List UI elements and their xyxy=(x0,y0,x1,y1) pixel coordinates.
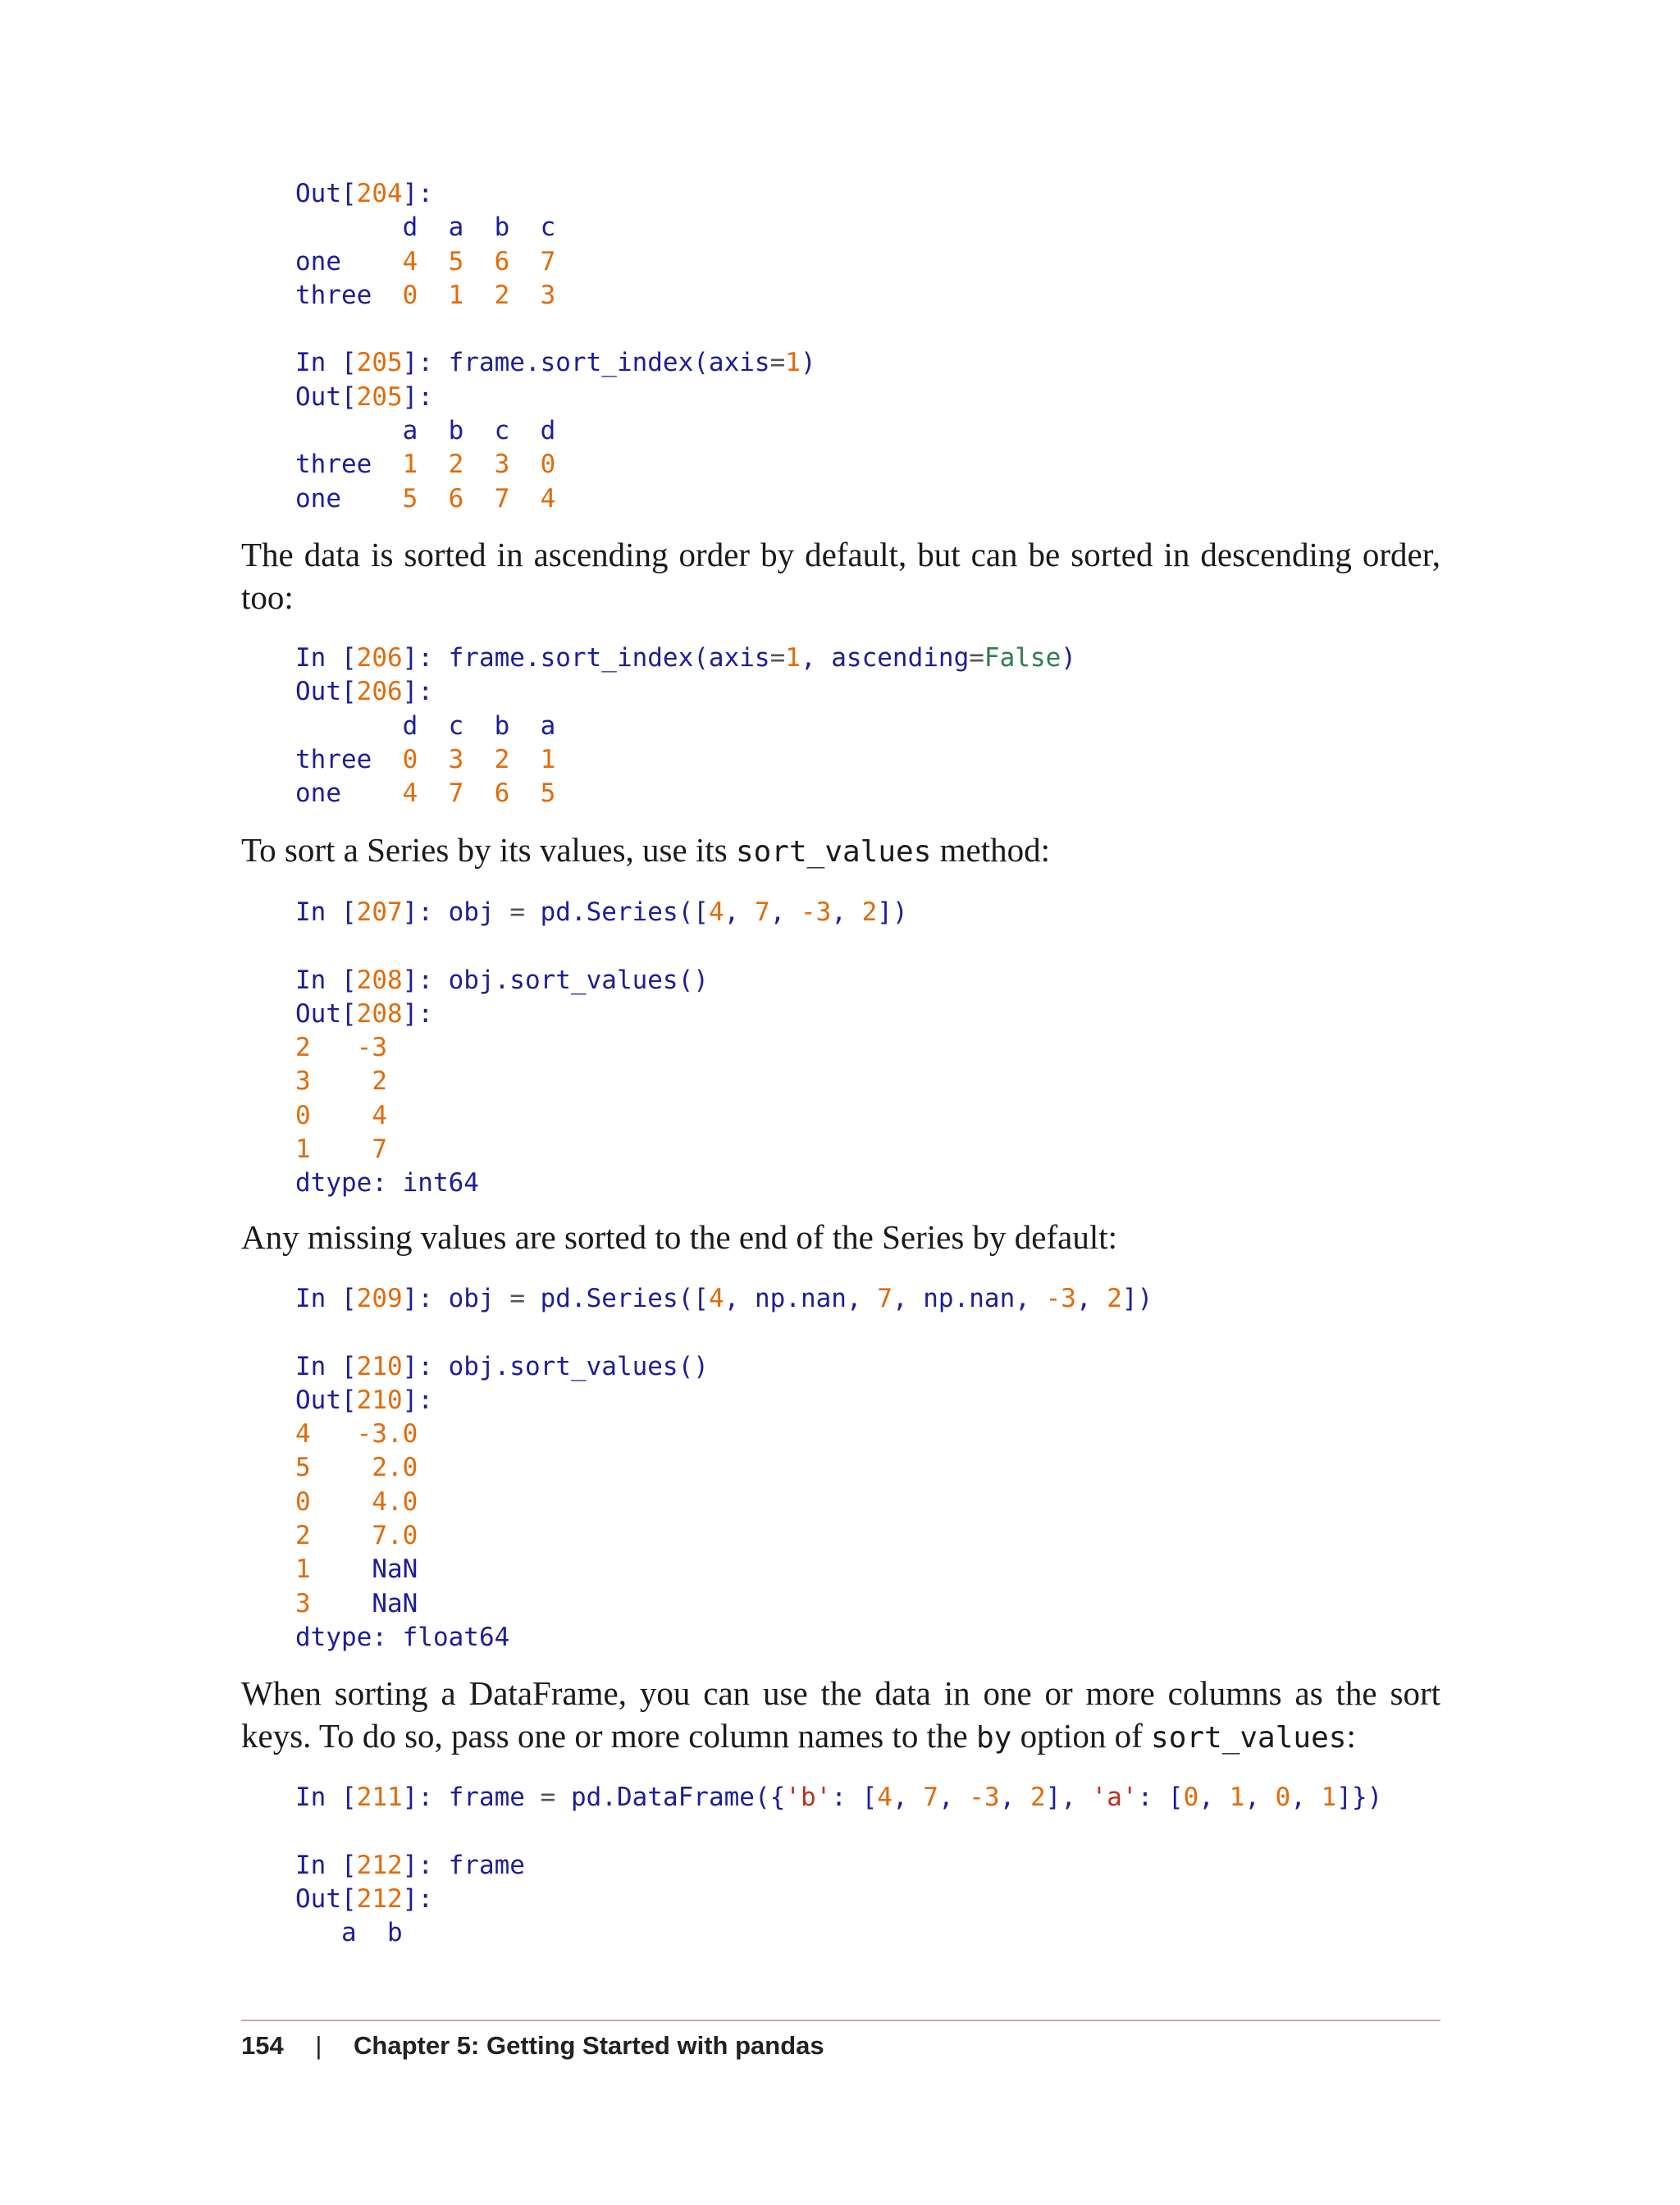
code-token: ]) xyxy=(877,897,908,927)
code-token: 1 xyxy=(295,1134,311,1165)
code-token: = xyxy=(769,643,786,673)
code-token: three xyxy=(295,744,403,774)
code-token xyxy=(311,1134,372,1164)
code-token: 2 xyxy=(295,1033,311,1063)
footer-separator: | xyxy=(315,2030,322,2060)
code-token: 0 xyxy=(540,450,556,480)
code-token: one xyxy=(295,778,403,809)
code-token xyxy=(463,247,494,276)
code-token xyxy=(509,778,540,808)
code-line xyxy=(295,777,1076,810)
code-line xyxy=(295,279,816,313)
code-token: In [ xyxy=(295,965,357,995)
code-token: In [ xyxy=(295,643,357,673)
code-token: Out[ xyxy=(295,677,357,707)
code-token: 210 xyxy=(356,1351,403,1381)
code-token: d c b a xyxy=(295,710,556,741)
code-token: In [ xyxy=(295,1351,357,1381)
code-token: dtype: int64 xyxy=(295,1168,479,1198)
code-token: , xyxy=(938,1783,970,1812)
code-token: 3 xyxy=(295,1588,311,1618)
code-token: 206 xyxy=(356,643,403,673)
code-block xyxy=(295,177,816,516)
code-token: 2 xyxy=(372,1066,387,1097)
code-token: , xyxy=(831,897,862,927)
code-line xyxy=(295,177,816,211)
code-block xyxy=(295,641,1076,810)
code-token: ], xyxy=(1045,1783,1092,1812)
code-line xyxy=(295,346,816,380)
code-token: Out[ xyxy=(295,381,357,412)
code-line xyxy=(295,414,816,448)
code-token: 1 xyxy=(785,348,801,378)
code-token: Out[ xyxy=(295,1883,357,1914)
code-token: 3 xyxy=(295,1066,311,1097)
code-token: 4 xyxy=(708,897,724,927)
code-token: 6 xyxy=(494,246,510,276)
code-token: 4.0 xyxy=(372,1486,418,1517)
code-token: , ascending xyxy=(800,643,970,673)
code-token: ]: frame.sort_index(axis xyxy=(402,643,770,673)
code-token: False xyxy=(984,643,1061,673)
code-line xyxy=(295,1166,908,1200)
code-token: 5 xyxy=(402,483,418,514)
code-token: ]) xyxy=(1121,1284,1153,1313)
inline-code: sort_values xyxy=(1151,1721,1347,1755)
code-token: , xyxy=(724,897,755,927)
code-token: 'a' xyxy=(1091,1783,1138,1812)
code-token: 211 xyxy=(356,1783,403,1812)
code-line xyxy=(295,929,908,963)
code-token: -3.0 xyxy=(356,1419,418,1449)
code-token: three xyxy=(295,280,403,310)
code-token: ]: obj xyxy=(402,1284,510,1313)
code-token: pd.Series([ xyxy=(524,897,709,927)
code-token: 204 xyxy=(356,179,403,208)
paragraph-text: The data is sorted in ascending order by default, but can be sorted in descending order, too: xyxy=(241,536,1440,616)
code-token: 3 xyxy=(494,450,510,480)
code-line xyxy=(295,1133,908,1166)
paragraph-text: option of xyxy=(1011,1717,1152,1755)
code-token xyxy=(418,450,448,479)
code-token: Out[ xyxy=(295,1385,357,1415)
code-token xyxy=(509,745,540,774)
code-token: = xyxy=(769,348,786,378)
paragraph-text: : xyxy=(1346,1717,1356,1755)
code-line xyxy=(295,211,816,244)
code-token xyxy=(311,1101,372,1130)
paragraph-text: To sort a Series by its values, use its xyxy=(241,831,736,869)
code-line xyxy=(295,1587,1153,1621)
code-token: 0 xyxy=(1275,1783,1291,1812)
code-token xyxy=(418,247,448,276)
code-line xyxy=(295,1519,1153,1553)
code-token xyxy=(311,1487,372,1517)
code-token: , np.nan, xyxy=(724,1284,878,1313)
code-token: dtype: float64 xyxy=(295,1622,510,1652)
code-token: 2 xyxy=(494,280,510,310)
code-token: -3 xyxy=(800,897,832,927)
code-token: 207 xyxy=(356,897,403,927)
code-token: -3 xyxy=(1045,1284,1076,1313)
code-token: Out[ xyxy=(295,179,357,208)
code-token: ) xyxy=(1061,643,1076,673)
code-token: 1 xyxy=(1321,1783,1337,1812)
code-line xyxy=(295,998,908,1031)
code-token: 208 xyxy=(356,998,403,1029)
code-token: = xyxy=(969,643,984,673)
code-token: , xyxy=(892,1783,924,1812)
code-token: , xyxy=(999,1783,1030,1812)
code-token: 7 xyxy=(448,778,464,809)
code-token: 1 xyxy=(448,280,464,310)
code-token: -3 xyxy=(969,1783,1000,1812)
code-line xyxy=(295,1350,1153,1384)
code-block xyxy=(295,1781,1382,1950)
code-token: ) xyxy=(800,348,816,378)
code-token xyxy=(509,484,540,514)
code-token: 1 xyxy=(402,450,418,480)
code-token xyxy=(463,745,494,774)
code-token: In [ xyxy=(295,1850,357,1880)
code-line xyxy=(295,675,1076,709)
code-line xyxy=(295,1031,908,1065)
code-token: 208 xyxy=(356,965,403,995)
code-token: ]: frame.sort_index(axis xyxy=(402,348,770,378)
code-token: NaN xyxy=(310,1554,418,1585)
code-token: NaN xyxy=(310,1588,418,1618)
code-token: = xyxy=(509,897,525,927)
code-token: In [ xyxy=(295,1783,357,1812)
code-token: 205 xyxy=(356,348,403,378)
code-token: 4 xyxy=(540,483,556,514)
code-token: 1 xyxy=(1229,1783,1245,1812)
code-token: ]: xyxy=(402,179,433,208)
code-token: 4 xyxy=(295,1419,311,1449)
code-line xyxy=(295,1781,1382,1815)
code-line xyxy=(295,964,908,998)
code-token: 0 xyxy=(295,1486,311,1517)
code-line xyxy=(295,1815,1382,1848)
code-token: 2.0 xyxy=(372,1453,418,1483)
code-line xyxy=(295,1916,1382,1950)
code-line xyxy=(295,1621,1153,1655)
code-token: 4 xyxy=(877,1783,892,1812)
code-token: ]: xyxy=(402,1883,433,1914)
code-token: 6 xyxy=(448,483,464,514)
code-token: 0 xyxy=(295,1100,311,1130)
code-token: , np.nan, xyxy=(892,1284,1046,1313)
code-token xyxy=(418,484,448,514)
code-token: , xyxy=(1244,1783,1276,1812)
code-line xyxy=(295,1065,908,1098)
code-line xyxy=(295,1451,1153,1485)
code-line xyxy=(295,1849,1382,1883)
code-token xyxy=(463,450,494,479)
paragraph xyxy=(241,533,1440,619)
code-token: 4 xyxy=(402,778,418,809)
paragraph xyxy=(241,1672,1440,1760)
code-line xyxy=(295,1486,1153,1519)
code-token: 1 xyxy=(295,1554,311,1585)
code-token: ]: frame xyxy=(402,1783,541,1812)
code-token: ]: frame xyxy=(402,1850,525,1880)
code-line xyxy=(295,1316,1153,1349)
code-token: 5 xyxy=(448,246,464,276)
code-token: a b xyxy=(295,1918,403,1948)
code-token: 7 xyxy=(540,246,556,276)
code-token: 2 xyxy=(1107,1284,1122,1313)
code-token: : [ xyxy=(1137,1783,1184,1812)
code-token: one xyxy=(295,483,403,514)
code-token: 6 xyxy=(494,778,510,809)
code-token: 2 xyxy=(861,897,878,927)
code-token xyxy=(311,1066,372,1096)
code-line xyxy=(295,482,816,516)
code-token: a b c d xyxy=(295,416,556,446)
code-line xyxy=(295,245,816,279)
code-token: = xyxy=(509,1284,525,1313)
paragraph-text: When sorting a DataFrame, you can use the data in one or more columns as the sort keys. To do so, pass one or more column names to the xyxy=(241,1674,1440,1755)
code-token: ]: obj.sort_values() xyxy=(402,965,709,995)
code-line xyxy=(295,1282,1153,1316)
code-token: ]: xyxy=(402,998,433,1029)
code-token: -3 xyxy=(356,1033,387,1063)
code-token xyxy=(509,247,540,276)
code-token: 205 xyxy=(356,381,403,412)
code-token: ]}) xyxy=(1336,1783,1383,1812)
code-token: ]: obj.sort_values() xyxy=(402,1351,709,1381)
code-line xyxy=(295,1883,1382,1916)
code-line xyxy=(295,1418,1153,1451)
code-token: : [ xyxy=(831,1783,878,1812)
code-token: one xyxy=(295,246,403,276)
code-line xyxy=(295,641,1076,675)
code-token xyxy=(509,281,540,310)
code-token: 0 xyxy=(402,280,418,310)
code-token: three xyxy=(295,450,403,480)
code-token: 3 xyxy=(448,744,464,774)
code-token: 2 xyxy=(448,450,464,480)
code-line xyxy=(295,313,816,346)
code-token: 206 xyxy=(356,677,403,707)
code-token: In [ xyxy=(295,1284,357,1313)
code-line xyxy=(295,448,816,482)
code-token: 4 xyxy=(708,1284,724,1313)
code-token: , xyxy=(1290,1783,1322,1812)
page-number: 154 xyxy=(241,2030,284,2060)
code-token xyxy=(311,1033,357,1062)
code-token: d a b c xyxy=(295,212,556,243)
code-line xyxy=(295,1384,1153,1418)
code-token: 7 xyxy=(754,897,770,927)
code-token: 209 xyxy=(356,1284,403,1313)
code-token: 4 xyxy=(372,1100,387,1130)
code-token xyxy=(463,281,494,310)
inline-code: by xyxy=(975,1721,1012,1755)
code-token: Out[ xyxy=(295,998,357,1029)
code-token: , xyxy=(1198,1783,1230,1812)
code-token: ]: xyxy=(402,1385,433,1415)
code-token xyxy=(418,778,448,808)
footer-rule xyxy=(241,2020,1440,2021)
code-token xyxy=(463,778,494,808)
code-token: 2 xyxy=(295,1521,311,1551)
code-block xyxy=(295,1282,1153,1655)
paragraph xyxy=(241,829,1440,874)
code-token: 7 xyxy=(877,1284,892,1313)
paragraph-text: Any missing values are sorted to the end of the Series by default: xyxy=(241,1218,1118,1256)
code-token: pd.DataFrame({ xyxy=(555,1783,786,1812)
code-token: 5 xyxy=(295,1453,311,1483)
code-token: , xyxy=(769,897,801,927)
code-token: 7 xyxy=(494,483,510,514)
code-token: 7.0 xyxy=(372,1521,418,1551)
code-token xyxy=(311,1521,372,1550)
code-line xyxy=(295,1099,908,1133)
code-token: = xyxy=(540,1783,556,1812)
page-footer xyxy=(241,2029,824,2070)
chapter-title: Chapter 5: Getting Started with pandas xyxy=(354,2030,824,2060)
code-token: ]: obj xyxy=(402,897,510,927)
code-token: pd.Series([ xyxy=(524,1284,709,1313)
code-token xyxy=(509,450,540,479)
code-token: 7 xyxy=(923,1783,938,1812)
code-token xyxy=(418,745,448,774)
code-token: 212 xyxy=(356,1850,403,1880)
code-line xyxy=(295,710,1076,743)
paragraph-text: method: xyxy=(931,831,1050,869)
code-token: In [ xyxy=(295,348,357,378)
paragraph xyxy=(241,1216,1440,1258)
inline-code: sort_values xyxy=(735,835,932,869)
code-token: , xyxy=(1075,1284,1107,1313)
code-token: 0 xyxy=(1183,1783,1199,1812)
code-token: 0 xyxy=(402,744,418,774)
code-token: ]: xyxy=(402,381,433,412)
code-line xyxy=(295,381,816,414)
code-token: 1 xyxy=(540,744,556,774)
code-token: 212 xyxy=(356,1883,403,1914)
code-token xyxy=(463,484,494,514)
code-token: 1 xyxy=(785,643,801,673)
code-line xyxy=(295,1553,1153,1586)
code-line xyxy=(295,896,908,929)
code-line xyxy=(295,743,1076,777)
code-token xyxy=(311,1453,372,1482)
code-token: 210 xyxy=(356,1385,403,1415)
code-token: 2 xyxy=(1029,1783,1046,1812)
code-token: 'b' xyxy=(785,1783,832,1812)
code-token: 3 xyxy=(540,280,556,310)
code-token: In [ xyxy=(295,897,357,927)
code-token xyxy=(311,1419,357,1449)
code-token: 4 xyxy=(402,246,418,276)
code-token: ]: xyxy=(402,677,433,707)
code-token: 5 xyxy=(540,778,556,809)
code-token: 2 xyxy=(494,744,510,774)
code-token: 7 xyxy=(372,1134,387,1165)
code-token xyxy=(418,281,448,310)
code-block xyxy=(295,896,908,1201)
